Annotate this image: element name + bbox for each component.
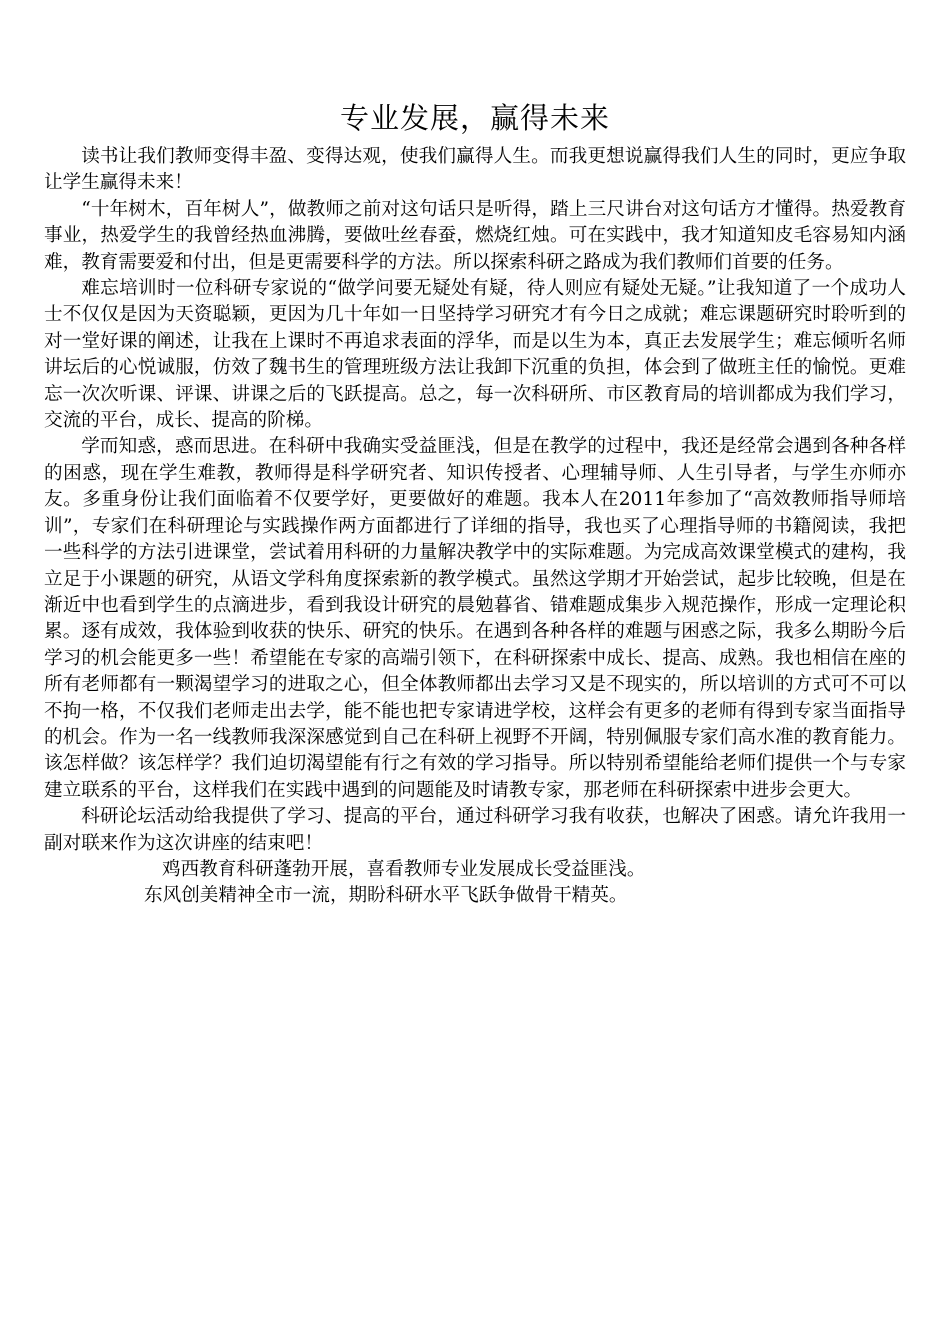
couplet-line-2: 东风创美精神全市一流，期盼科研水平飞跃争做骨干精英。 bbox=[144, 885, 628, 907]
document-title: 专业发展，赢得未来 bbox=[339, 101, 610, 135]
paragraph-3: 难忘培训时一位科研专家说的“做学问要无疑处有疑，待人则应有疑处无疑。”让我知道了一个成功人士不仅仅是因为天资聪颖，更因为几十年如一日坚持学习研究才有今日之成就；难忘课题研究时聆听到的对一堂好课的阐述，让我在上课时不再追求表面的浮华，而是以生为本，真正去发展学生；难忘倾听名师讲坛后的心悦诚服，仿效了魏书生的管理班级方法让我卸下沉重的负担，体会到了做班主任的愉悦。更难忘一次次听课、评课、讲课之后的飞跃提高。总之，每一次科研所、市区教育局的培训都成为我们学习，交流的平台，成长、提高的阶梯。 bbox=[44, 278, 906, 432]
paragraph-4: 学而知惑，惑而思进。在科研中我确实受益匪浅，但是在教学的过程中，我还是经常会遇到各种各样的困惑，现在学生难教，教师得是科学研究者、知识传授者、心理辅导师、人生引导者，与学生亦师亦友。多重身份让我们面临着不仅要学好，更要做好的难题。我本人在2011年参加了“高效教师指导师培训”，专家们在科研理论与实践操作两方面都进行了详细的指导，我也买了心理指导师的书籍阅读，我把一些科学的方法引进课堂，尝试着用科研的力量解决教学中的实际难题。为完成高效课堂模式的建构，我立足于小课题的研究，从语文学科角度探索新的教学模式。虽然这学期才开始尝试，起步比较晚，但是在渐近中也看到学生的点滴进步，看到我设计研究的晨勉暮省、错难题成集步入规范操作，形成一定理论积累。逐有成效，我体验到收获的快乐、研究的快乐。在遇到各种各样的难题与困惑之际，我多么期盼今后学习的机会能更多一些！希望能在专家的高端引领下，在科研探索中成长、提高、成熟。我也相信在座的所有老师都有一颗渴望学习的进取之心，但全体教师都出去学习又是不现实的，所以培训的方式可不可以不拘一格，不仅我们老师走出去学，能不能也把专家请进学校，这样会有更多的老师有得到专家当面指导的机会。作为一名一线教师我深深感觉到自己在科研上视野不开阔，特别佩服专家们高水准的教育能力。该怎样做？该怎样学？我们迫切渴望能有行之有效的学习指导。所以特别希望能给老师们提供一个与专家建立联系的平台，这样我们在实践中遇到的问题能及时请教专家，那老师在科研探索中进步会更大。 bbox=[44, 436, 906, 801]
document-page bbox=[44, 96, 906, 910]
paragraph-1: 读书让我们教师变得丰盈、变得达观，使我们赢得人生。而我更想说赢得我们人生的同时，更应争取让学生赢得未来！ bbox=[44, 146, 906, 194]
couplet-line-1: 鸡西教育科研蓬勃开展，喜看教师专业发展成长受益匪浅。 bbox=[162, 858, 646, 880]
paragraph-2: “十年树木，百年树人”，做教师之前对这句话只是听得，踏上三尺讲台对这句话方才懂得。热爱教育事业，热爱学生的我曾经热血沸腾，要做吐丝春蚕，燃烧红烛。可在实践中，我才知道知皮毛容易知内涵难，教育需要爱和付出，但是更需要科学的方法。所以探索科研之路成为我们教师们首要的任务。 bbox=[44, 198, 906, 273]
paragraph-5: 科研论坛活动给我提供了学习、提高的平台，通过科研学习我有收获，也解决了困惑。请允许我用一副对联来作为这次讲座的结束吧！ bbox=[44, 806, 906, 854]
